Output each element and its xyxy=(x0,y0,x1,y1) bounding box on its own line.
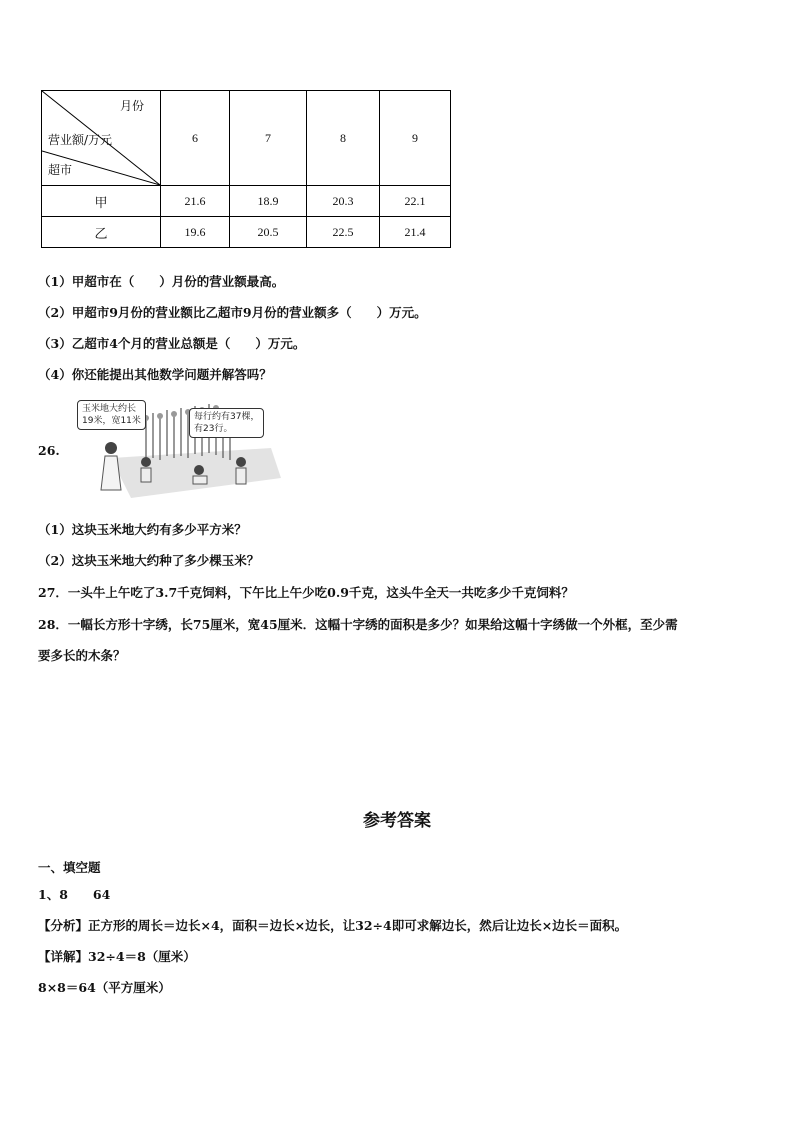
q25-sub3: （3）乙超市4个月的营业总额是（ ）万元。 xyxy=(38,336,306,351)
table-header-row xyxy=(42,91,451,186)
month-header-cell: 8 xyxy=(307,91,380,186)
analysis-text: 【分析】正方形的周长＝边长×4，面积＝边长×边长，让32÷4即可求解边长，然后让边长×边长＝面积。 xyxy=(38,918,628,933)
header-market-label: 超市 xyxy=(48,163,73,177)
table-cell: 18.9 xyxy=(230,186,307,217)
q25-sub4: （4）你还能提出其他数学问题并解答吗？ xyxy=(38,367,272,382)
answer-1: 1、8 64 xyxy=(38,887,111,902)
q25-sub2: （2）甲超市9月份的营业额比乙超市9月份的营业额多（ ）万元。 xyxy=(38,305,427,320)
speech-bubble-size xyxy=(77,400,146,430)
sales-table xyxy=(41,90,451,248)
table-row xyxy=(42,217,451,248)
q27-text: 27．一头牛上午吃了3.7千克饲料，下午比上午少吃0.9千克，这头牛全天一共吃多少千克饲料？ xyxy=(38,585,574,600)
table-cell: 21.4 xyxy=(380,217,451,248)
header-month-label: 月份 xyxy=(120,99,145,113)
speech-bubble-rows xyxy=(189,408,264,438)
table-cell: 22.1 xyxy=(380,186,451,217)
bubble-text: 玉米地大约长 xyxy=(82,404,137,414)
table-cell: 20.3 xyxy=(307,186,380,217)
q28-line1: 28．一幅长方形十字绣，长75厘米，宽45厘米．这幅十字绣的面积是多少？如果给这幅十字绣做一个外框，至少需 xyxy=(38,617,678,632)
header-revenue-label: 营业额/万元 xyxy=(48,133,113,147)
bubble-text: 有23行。 xyxy=(194,424,233,434)
answers-title: 参考答案 xyxy=(363,811,431,831)
q26-sub2: （2）这块玉米地大约种了多少棵玉米？ xyxy=(38,553,260,568)
month-header-cell: 7 xyxy=(230,91,307,186)
table-cell: 22.5 xyxy=(307,217,380,248)
q26-number: 26. xyxy=(38,443,60,458)
q26-sub1: （1）这块玉米地大约有多少平方米？ xyxy=(38,522,247,537)
table-cell: 19.6 xyxy=(161,217,230,248)
diagonal-header-cell xyxy=(42,91,161,186)
bubble-text: 每行约有37棵， xyxy=(194,412,260,422)
month-header-cell: 9 xyxy=(380,91,451,186)
section-heading: 一、填空题 xyxy=(38,860,101,875)
cornfield-illustration xyxy=(71,398,281,502)
month-header-cell: 6 xyxy=(161,91,230,186)
calc-line: 8×8＝64（平方厘米） xyxy=(38,980,171,995)
q25-sub1: （1）甲超市在（ ）月份的营业额最高。 xyxy=(38,274,285,289)
table-cell: 20.5 xyxy=(230,217,307,248)
bubble-text: 19米，宽11米 xyxy=(82,416,141,426)
row-label-cell: 乙 xyxy=(42,217,161,248)
q28-line2: 要多长的木条？ xyxy=(38,648,126,663)
table-cell: 21.6 xyxy=(161,186,230,217)
table-row xyxy=(42,186,451,217)
detail-text: 【详解】32÷4＝8（厘米） xyxy=(38,949,196,964)
row-label-cell: 甲 xyxy=(42,186,161,217)
